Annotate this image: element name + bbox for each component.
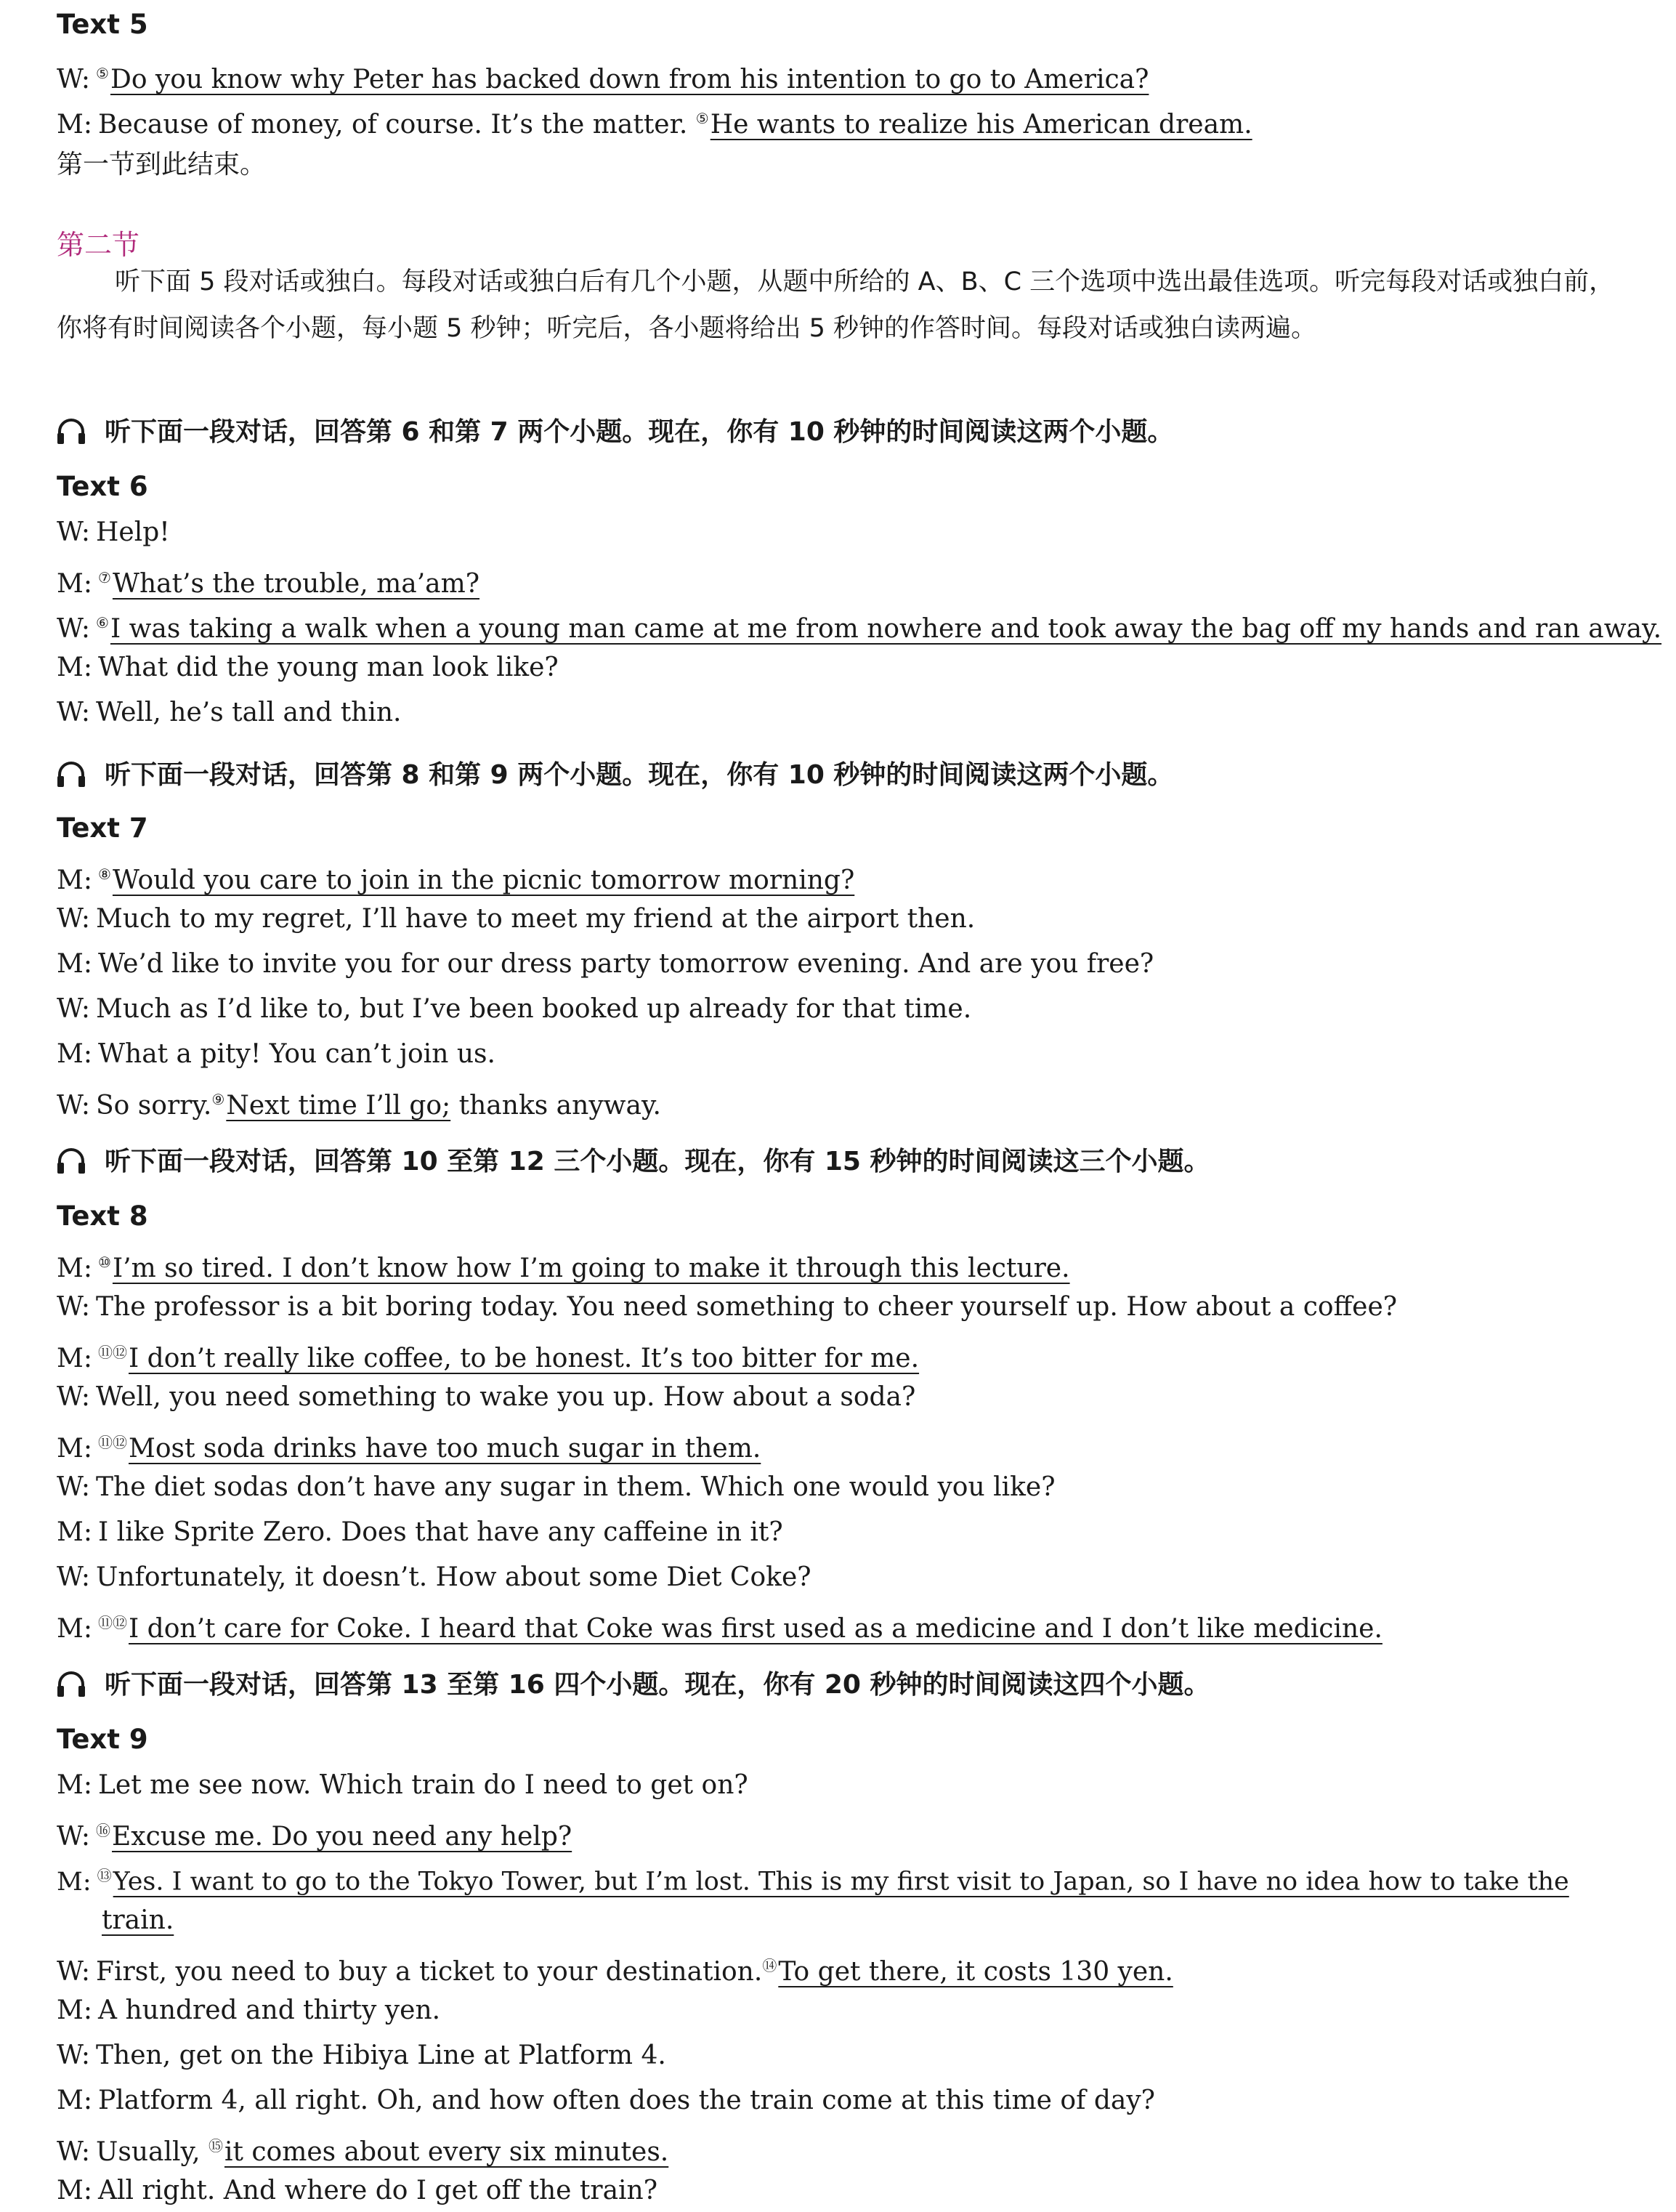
- dialogue-line: M: Because of money, of course. It’s the matter. ⑤He wants to realize his American dream.: [57, 110, 1252, 140]
- question-marker: ⑥: [96, 614, 109, 631]
- dialogue-line: W: ⑤Do you know why Peter has backed down from his intention to go to America?: [57, 65, 1149, 94]
- dialogue-line-continued: train.: [102, 1905, 174, 1935]
- text6-title: Text 6: [57, 471, 148, 502]
- question-marker: ⑮: [208, 2137, 223, 2155]
- question-marker: ⑤: [96, 65, 109, 82]
- text7-title: Text 7: [57, 812, 148, 844]
- dialogue-line: M: What did the young man look like?: [57, 653, 559, 682]
- question-marker: ⑧: [98, 865, 111, 883]
- text9-title: Text 9: [57, 1724, 148, 1755]
- dialogue-line: M: ⑪⑫I don’t really like coffee, to be honest. It’s too bitter for me.: [57, 1344, 920, 1373]
- headphones-icon: [57, 1671, 86, 1698]
- question-marker: ⑩: [98, 1254, 111, 1271]
- dialogue-line: M: We’d like to invite you for our dress party tomorrow evening. And are you free?: [57, 949, 1154, 979]
- dialogue-line: M: All right. And where do I get off the train?: [57, 2176, 658, 2205]
- dialogue-line: W: Well, you need something to wake you up. How about a soda?: [57, 1382, 916, 1412]
- question-marker: ⑪⑫: [98, 1434, 127, 1451]
- dialogue-line: W: The professor is a bit boring today. You need something to cheer yourself up. How about a coffee?: [57, 1292, 1398, 1322]
- dialogue-line: M: ⑩I’m so tired. I don’t know how I’m going to make it through this lecture.: [57, 1254, 1070, 1283]
- listen-instruction: 听下面一段对话，回答第 13 至第 16 四个小题。现在，你有 20 秒钟的时间阅读这四个小题。: [57, 1664, 1210, 1701]
- dialogue-line: W: ⑥I was taking a walk when a young man came at me from nowhere and took away the bag off my hands and ran away.: [57, 614, 1662, 644]
- dialogue-line: M: What a pity! You can’t join us.: [57, 1039, 495, 1069]
- dialogue-line: W: Well, he’s tall and thin.: [57, 698, 402, 727]
- section-title: 第二节: [57, 229, 140, 261]
- dialogue-line: W: Usually, ⑮it comes about every six minutes.: [57, 2137, 669, 2167]
- dialogue-line: M: I like Sprite Zero. Does that have any caffeine in it?: [57, 1517, 783, 1547]
- dialogue-line: M: A hundred and thirty yen.: [57, 1995, 441, 2025]
- dialogue-line: W: ⑯Excuse me. Do you need any help?: [57, 1822, 572, 1852]
- dialogue-line: M: ⑧Would you care to join in the picnic tomorrow morning?: [57, 865, 855, 895]
- question-marker: ⑪⑫: [98, 1614, 127, 1631]
- dialogue-line: W: Help!: [57, 517, 170, 547]
- headphones-icon: [57, 419, 86, 445]
- dialogue-line: M: ⑪⑫I don’t care for Coke. I heard that Coke was first used as a medicine and I don’t like medicine.: [57, 1614, 1383, 1644]
- dialogue-line: M: Let me see now. Which train do I need to get on?: [57, 1770, 748, 1800]
- text5-title: Text 5: [57, 9, 148, 40]
- dialogue-line: W: So sorry.⑨Next time I’ll go; thanks anyway.: [57, 1091, 661, 1121]
- dialogue-line: M: Platform 4, all right. Oh, and how often does the train come at this time of day?: [57, 2086, 1155, 2115]
- dialogue-line: W: The diet sodas don’t have any sugar in them. Which one would you like?: [57, 1472, 1056, 1502]
- question-marker: ⑭: [762, 1957, 777, 1974]
- dialogue-line: W: Much as I’d like to, but I’ve been booked up already for that time.: [57, 994, 972, 1024]
- headphones-icon: [57, 762, 86, 788]
- headphones-icon: [57, 1148, 86, 1174]
- question-marker: ⑤: [695, 110, 709, 127]
- question-marker: ⑨: [211, 1091, 225, 1108]
- question-marker: ⑯: [96, 1822, 111, 1839]
- question-marker: ⑦: [98, 569, 111, 586]
- dialogue-line: W: Much to my regret, I’ll have to meet my friend at the airport then.: [57, 904, 976, 934]
- question-marker: ⑪⑫: [98, 1344, 127, 1361]
- dialogue-line: M: ⑦What’s the trouble, ma’am?: [57, 569, 480, 599]
- dialogue-line: M: ⑬Yes. I want to go to the Tokyo Tower, but I’m lost. This is my first visit to Japan, so I have no idea how to take the: [57, 1867, 1569, 1897]
- question-marker: ⑬: [97, 1867, 112, 1884]
- listen-instruction: 听下面一段对话，回答第 10 至第 12 三个小题。现在，你有 15 秒钟的时间阅读这三个小题。: [57, 1141, 1210, 1178]
- dialogue-line: W: First, you need to buy a ticket to your destination.⑭To get there, it costs 130 yen.: [57, 1957, 1173, 1987]
- text8-title: Text 8: [57, 1200, 148, 1232]
- dialogue-line: W: Then, get on the Hibiya Line at Platform 4.: [57, 2041, 666, 2070]
- dialogue-line: M: ⑪⑫Most soda drinks have too much sugar in them.: [57, 1434, 761, 1464]
- dialogue-line: W: Unfortunately, it doesn’t. How about some Diet Coke?: [57, 1562, 811, 1592]
- listen-instruction: 听下面一段对话，回答第 6 和第 7 两个小题。现在，你有 10 秒钟的时间阅读这两个小题。: [57, 411, 1173, 448]
- section-end-note: 第一节到此结束。: [57, 150, 267, 179]
- section-instructions: 听下面 5 段对话或独白。每段对话或独白后有几个小题，从题中所给的 A、B、C 三个选项中选出最佳选项。听完每段对话或独白前，你将有时间阅读各个小题，每小题 5 秒钟；听完后，各小题将给出 5 秒钟的作答时间。每段对话或独白读两遍。: [57, 267, 1615, 343]
- listen-instruction: 听下面一段对话，回答第 8 和第 9 两个小题。现在，你有 10 秒钟的时间阅读这两个小题。: [57, 754, 1173, 791]
